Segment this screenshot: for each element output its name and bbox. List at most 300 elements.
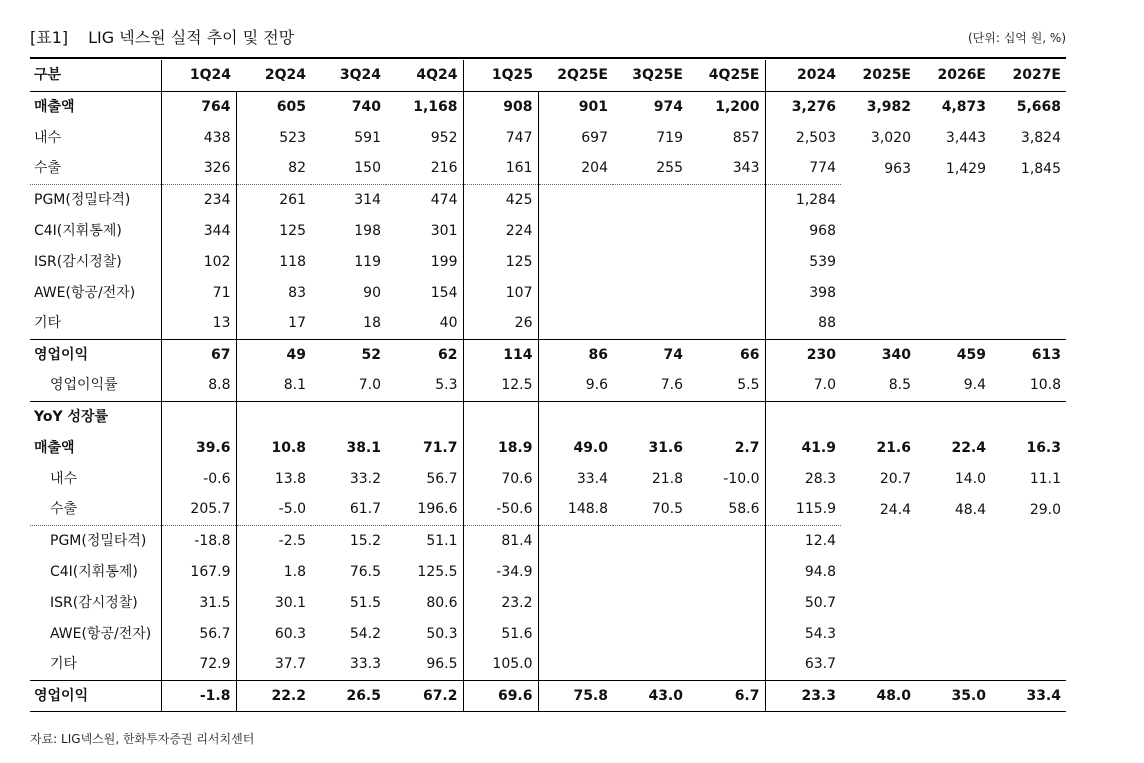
value-cell: 261 (236, 184, 311, 215)
value-cell (538, 215, 613, 246)
unit-note: (단위: 십억 원, %) (967, 31, 1066, 45)
value-cell: -5.0 (278, 501, 306, 518)
value-cell: 67.2 (386, 680, 463, 711)
value-cell (991, 184, 1066, 215)
value-cell: 438 (161, 122, 236, 153)
value-cell: 340 (841, 339, 916, 370)
value-cell: 10.8 (271, 439, 306, 456)
value-cell: 2.7 (688, 432, 765, 463)
value-cell: 314 (311, 184, 386, 215)
value-cell: 33.3 (349, 656, 381, 673)
value-cell (538, 246, 613, 277)
value-cell (841, 308, 916, 339)
value-cell: 199 (386, 246, 463, 277)
table-row (30, 246, 1066, 277)
row-label: 매출액 (30, 91, 161, 122)
value-cell (311, 401, 386, 432)
value-cell: 150 (354, 160, 381, 177)
value-cell (538, 401, 613, 432)
value-cell: 22.4 (951, 439, 986, 456)
value-cell: 3,020 (870, 129, 911, 146)
value-cell: 15.2 (311, 525, 386, 556)
row-label: 매출액 (30, 432, 161, 463)
table-number: [표1] (30, 28, 69, 47)
value-cell: 82 (288, 160, 306, 177)
value-cell: 35.0 (916, 680, 991, 711)
value-cell: 224 (463, 215, 538, 246)
value-cell: 1,168 (386, 91, 463, 122)
value-cell: 952 (386, 122, 463, 153)
value-cell: 56.7 (161, 618, 236, 649)
value-cell: -0.6 (161, 463, 236, 494)
row-label: 기타 (30, 649, 161, 680)
header-label-cell: 구분 (30, 60, 161, 91)
table-header-bar (30, 26, 1066, 50)
value-cell: 63.7 (804, 656, 836, 673)
value-cell: 115.9 (795, 501, 836, 518)
value-cell: 71.7 (386, 432, 463, 463)
value-cell: 398 (809, 284, 836, 301)
value-cell: 62 (386, 339, 463, 370)
table-row (30, 649, 1066, 680)
value-cell (765, 401, 841, 432)
value-cell: 18.9 (463, 432, 538, 463)
value-cell (991, 277, 1066, 308)
row-label: AWE(항공/전자) (30, 618, 161, 649)
value-cell: 3,824 (1020, 129, 1061, 146)
value-cell: 613 (991, 339, 1066, 370)
value-cell: 344 (161, 215, 236, 246)
value-cell: -50.6 (463, 494, 538, 525)
value-cell: 83 (288, 284, 306, 301)
value-cell: 7.0 (358, 377, 381, 394)
value-cell (841, 401, 916, 432)
value-cell (386, 401, 463, 432)
value-cell: 118 (279, 253, 306, 270)
value-cell: 69.6 (463, 680, 538, 711)
value-cell: 80.6 (386, 587, 463, 618)
value-cell: 148.8 (567, 501, 608, 518)
value-cell: 51.1 (386, 525, 463, 556)
value-cell: 591 (354, 129, 381, 146)
value-cell (613, 401, 688, 432)
value-cell: 3,276 (765, 91, 841, 122)
value-cell: 255 (656, 160, 683, 177)
value-cell: 60.3 (274, 625, 306, 642)
value-cell (613, 649, 688, 680)
value-cell: 114 (463, 339, 538, 370)
value-cell: 70.5 (651, 501, 683, 518)
value-cell (236, 401, 311, 432)
value-cell: 56.7 (386, 463, 463, 494)
value-cell: 51.5 (349, 594, 381, 611)
value-cell (538, 525, 613, 556)
value-cell: 33.2 (349, 470, 381, 487)
value-cell: 5.5 (688, 370, 765, 401)
value-cell: -18.8 (161, 525, 236, 556)
value-cell (916, 649, 991, 680)
row-label: ISR(감시정찰) (30, 246, 161, 277)
value-cell: 459 (916, 339, 991, 370)
value-cell: 697 (581, 129, 608, 146)
column-header: 2Q24 (236, 60, 311, 91)
value-cell (688, 401, 765, 432)
value-cell: 66 (688, 339, 765, 370)
value-cell: 326 (161, 153, 236, 184)
value-cell (991, 556, 1066, 587)
value-cell: 76.5 (349, 563, 381, 580)
value-cell (613, 246, 688, 277)
value-cell: 198 (354, 222, 381, 239)
value-cell: 1,284 (765, 184, 841, 215)
value-cell: 230 (765, 339, 841, 370)
table-row (30, 215, 1066, 246)
column-header: 2026E (916, 60, 991, 91)
row-label: PGM(정밀타격) (30, 525, 161, 556)
value-cell: 102 (161, 246, 236, 277)
value-cell: 216 (386, 153, 463, 184)
row-label: C4I(지휘통제) (30, 215, 161, 246)
value-cell: 161 (463, 153, 538, 184)
value-cell: 88 (818, 315, 836, 332)
value-cell: 125.5 (386, 556, 463, 587)
value-cell (463, 401, 538, 432)
value-cell (613, 277, 688, 308)
value-cell: 39.6 (161, 432, 236, 463)
value-cell: 747 (463, 122, 538, 153)
value-cell (538, 587, 613, 618)
value-cell: 86 (538, 339, 613, 370)
value-cell: 125 (279, 222, 306, 239)
value-cell (613, 618, 688, 649)
value-cell: 31.5 (161, 587, 236, 618)
value-cell: 14.0 (954, 470, 986, 487)
value-cell: 1,429 (945, 160, 986, 177)
value-cell (538, 649, 613, 680)
row-label: 수출 (30, 153, 161, 184)
value-cell (991, 246, 1066, 277)
value-cell: 28.3 (804, 470, 836, 487)
value-cell: 48.4 (954, 501, 986, 518)
value-cell: 301 (386, 215, 463, 246)
row-label: C4I(지휘통제) (30, 556, 161, 587)
value-cell (841, 184, 916, 215)
row-label: 기타 (30, 308, 161, 339)
value-cell: 26.5 (311, 680, 386, 711)
value-cell: 70.6 (463, 463, 538, 494)
value-cell: 605 (236, 91, 311, 122)
value-cell (538, 308, 613, 339)
row-label: ISR(감시정찰) (30, 587, 161, 618)
table-title (30, 26, 294, 50)
value-cell: 81.4 (463, 525, 538, 556)
value-cell: 857 (688, 122, 765, 153)
value-cell (538, 556, 613, 587)
value-cell: 50.7 (804, 594, 836, 611)
value-cell: 74 (613, 339, 688, 370)
table-row (30, 525, 1066, 556)
value-cell: 205.7 (161, 494, 236, 525)
value-cell: 2,503 (795, 129, 836, 146)
value-cell (688, 308, 765, 339)
value-cell (613, 525, 688, 556)
value-cell: 1,845 (1020, 160, 1061, 177)
earnings-table (30, 60, 1066, 712)
value-cell (688, 525, 765, 556)
value-cell (688, 649, 765, 680)
value-cell (688, 184, 765, 215)
value-cell: 49.0 (573, 439, 608, 456)
column-header: 2027E (991, 60, 1066, 91)
value-cell: 38.1 (346, 439, 381, 456)
value-cell: 37.7 (274, 656, 306, 673)
column-header: 2024 (765, 60, 841, 91)
row-label: 영업이익률 (30, 370, 161, 401)
value-cell: 4,873 (916, 91, 991, 122)
value-cell: 90 (363, 284, 381, 301)
value-cell: 1.8 (283, 563, 306, 580)
value-cell (916, 618, 991, 649)
value-cell: 234 (161, 184, 236, 215)
value-cell: 10.8 (1029, 377, 1061, 394)
column-header: 2Q25E (538, 60, 613, 91)
value-cell: 105.0 (463, 649, 538, 680)
value-cell: 196.6 (386, 494, 463, 525)
value-cell: 17 (288, 315, 306, 332)
value-cell (841, 277, 916, 308)
column-header: 4Q24 (386, 60, 463, 91)
value-cell (991, 525, 1066, 556)
value-cell (538, 277, 613, 308)
value-cell: 54.2 (349, 625, 381, 642)
value-cell: 107 (463, 277, 538, 308)
value-cell: 52 (311, 339, 386, 370)
value-cell (916, 587, 991, 618)
value-cell: 72.9 (161, 649, 236, 680)
value-cell: 9.4 (963, 377, 986, 394)
value-cell (538, 184, 613, 215)
value-cell: 474 (386, 184, 463, 215)
value-cell: 774 (809, 160, 836, 177)
value-cell: 67 (161, 339, 236, 370)
value-cell (538, 618, 613, 649)
table-row (30, 339, 1066, 370)
value-cell: 94.8 (804, 563, 836, 580)
value-cell (688, 587, 765, 618)
value-cell: 24.4 (879, 501, 911, 518)
value-cell (841, 649, 916, 680)
table-top-rule (30, 57, 1066, 59)
value-cell: 11.1 (1029, 470, 1061, 487)
value-cell: 8.1 (283, 377, 306, 394)
column-header: 1Q25 (463, 60, 538, 91)
value-cell: 22.2 (236, 680, 311, 711)
value-cell (916, 308, 991, 339)
table-row (30, 122, 1066, 153)
header-row (30, 60, 1066, 91)
value-cell: 13 (161, 308, 236, 339)
table-row (30, 587, 1066, 618)
value-cell (991, 649, 1066, 680)
value-cell: 18 (363, 315, 381, 332)
value-cell: 75.8 (538, 680, 613, 711)
value-cell: 54.3 (804, 625, 836, 642)
value-cell (991, 308, 1066, 339)
table-row (30, 432, 1066, 463)
value-cell: 16.3 (1026, 439, 1061, 456)
value-cell: 343 (688, 153, 765, 184)
value-cell (916, 401, 991, 432)
value-cell (688, 215, 765, 246)
value-cell: 96.5 (386, 649, 463, 680)
row-label: 영업이익 (30, 339, 161, 370)
value-cell: 51.6 (463, 618, 538, 649)
value-cell: 539 (809, 253, 836, 270)
value-cell: 33.4 (576, 470, 608, 487)
value-cell (841, 525, 916, 556)
table-row (30, 308, 1066, 339)
value-cell (841, 556, 916, 587)
value-cell: -2.5 (236, 525, 311, 556)
source-note: 자료: LIG넥스원, 한화투자증권 리서치센터 (30, 732, 255, 746)
value-cell: 119 (354, 253, 381, 270)
row-label: AWE(항공/전자) (30, 277, 161, 308)
value-cell: 21.6 (876, 439, 911, 456)
value-cell: 974 (613, 91, 688, 122)
value-cell: 31.6 (648, 439, 683, 456)
value-cell: 23.3 (765, 680, 841, 711)
value-cell: 43.0 (613, 680, 688, 711)
value-cell: 9.6 (585, 377, 608, 394)
value-cell (613, 184, 688, 215)
value-cell (841, 246, 916, 277)
table-row (30, 463, 1066, 494)
row-label: YoY 성장률 (30, 401, 161, 432)
row-label: PGM(정밀타격) (30, 184, 161, 215)
table-row (30, 556, 1066, 587)
value-cell: 33.4 (991, 680, 1066, 711)
value-cell: 50.3 (386, 618, 463, 649)
row-label: 내수 (30, 463, 161, 494)
value-cell (613, 556, 688, 587)
row-label: 내수 (30, 122, 161, 153)
value-cell: 963 (884, 160, 911, 177)
column-header: 2025E (841, 60, 916, 91)
value-cell (916, 215, 991, 246)
value-cell: 8.5 (888, 377, 911, 394)
value-cell: 167.9 (161, 556, 236, 587)
table-row (30, 91, 1066, 122)
value-cell: 5.3 (386, 370, 463, 401)
value-cell: 26 (463, 308, 538, 339)
value-cell: 523 (279, 129, 306, 146)
value-cell: 7.6 (660, 377, 683, 394)
value-cell (841, 215, 916, 246)
value-cell (991, 215, 1066, 246)
row-label: 영업이익 (30, 680, 161, 711)
value-cell: 13.8 (274, 470, 306, 487)
value-cell (688, 556, 765, 587)
column-header: 3Q24 (311, 60, 386, 91)
value-cell (991, 618, 1066, 649)
value-cell (841, 618, 916, 649)
table-title-text: LIG 넥스원 실적 추이 및 전망 (88, 28, 295, 47)
value-cell (688, 618, 765, 649)
value-cell: 740 (311, 91, 386, 122)
value-cell: 3,982 (841, 91, 916, 122)
value-cell: -10.0 (688, 463, 765, 494)
value-cell: 12.5 (463, 370, 538, 401)
row-label: 수출 (30, 494, 161, 525)
value-cell: 41.9 (801, 439, 836, 456)
value-cell: 901 (538, 91, 613, 122)
value-cell (613, 587, 688, 618)
table-row (30, 401, 1066, 432)
value-cell: 61.7 (349, 501, 381, 518)
value-cell: 21.8 (651, 470, 683, 487)
value-cell: 3,443 (945, 129, 986, 146)
value-cell: 20.7 (879, 470, 911, 487)
value-cell (688, 277, 765, 308)
table-row (30, 370, 1066, 401)
value-cell: 48.0 (841, 680, 916, 711)
value-cell: 764 (161, 91, 236, 122)
table-row (30, 184, 1066, 215)
value-cell (613, 308, 688, 339)
value-cell: 71 (161, 277, 236, 308)
column-header: 4Q25E (688, 60, 765, 91)
value-cell (991, 587, 1066, 618)
value-cell: 23.2 (463, 587, 538, 618)
value-cell (991, 401, 1066, 432)
table-row (30, 680, 1066, 711)
value-cell (916, 556, 991, 587)
value-cell: 204 (581, 160, 608, 177)
column-header: 1Q24 (161, 60, 236, 91)
value-cell: 5,668 (991, 91, 1066, 122)
value-cell: -1.8 (161, 680, 236, 711)
table-row (30, 494, 1066, 525)
value-cell (916, 246, 991, 277)
table-row (30, 618, 1066, 649)
value-cell: 7.0 (813, 377, 836, 394)
value-cell: 58.6 (688, 494, 765, 525)
value-cell: 30.1 (274, 594, 306, 611)
value-cell: 719 (656, 129, 683, 146)
value-cell: 1,200 (688, 91, 765, 122)
value-cell (916, 525, 991, 556)
table-row (30, 153, 1066, 184)
value-cell: 29.0 (1029, 501, 1061, 518)
value-cell (916, 184, 991, 215)
value-cell: 8.8 (161, 370, 236, 401)
value-cell: 40 (386, 308, 463, 339)
value-cell (916, 277, 991, 308)
column-header: 3Q25E (613, 60, 688, 91)
value-cell: 6.7 (688, 680, 765, 711)
value-cell: -34.9 (463, 556, 538, 587)
value-cell: 12.4 (765, 525, 841, 556)
value-cell (161, 401, 236, 432)
value-cell (841, 587, 916, 618)
value-cell (613, 215, 688, 246)
value-cell: 968 (809, 222, 836, 239)
value-cell: 908 (463, 91, 538, 122)
value-cell: 49 (236, 339, 311, 370)
value-cell: 425 (463, 184, 538, 215)
value-cell (688, 246, 765, 277)
table-row (30, 277, 1066, 308)
